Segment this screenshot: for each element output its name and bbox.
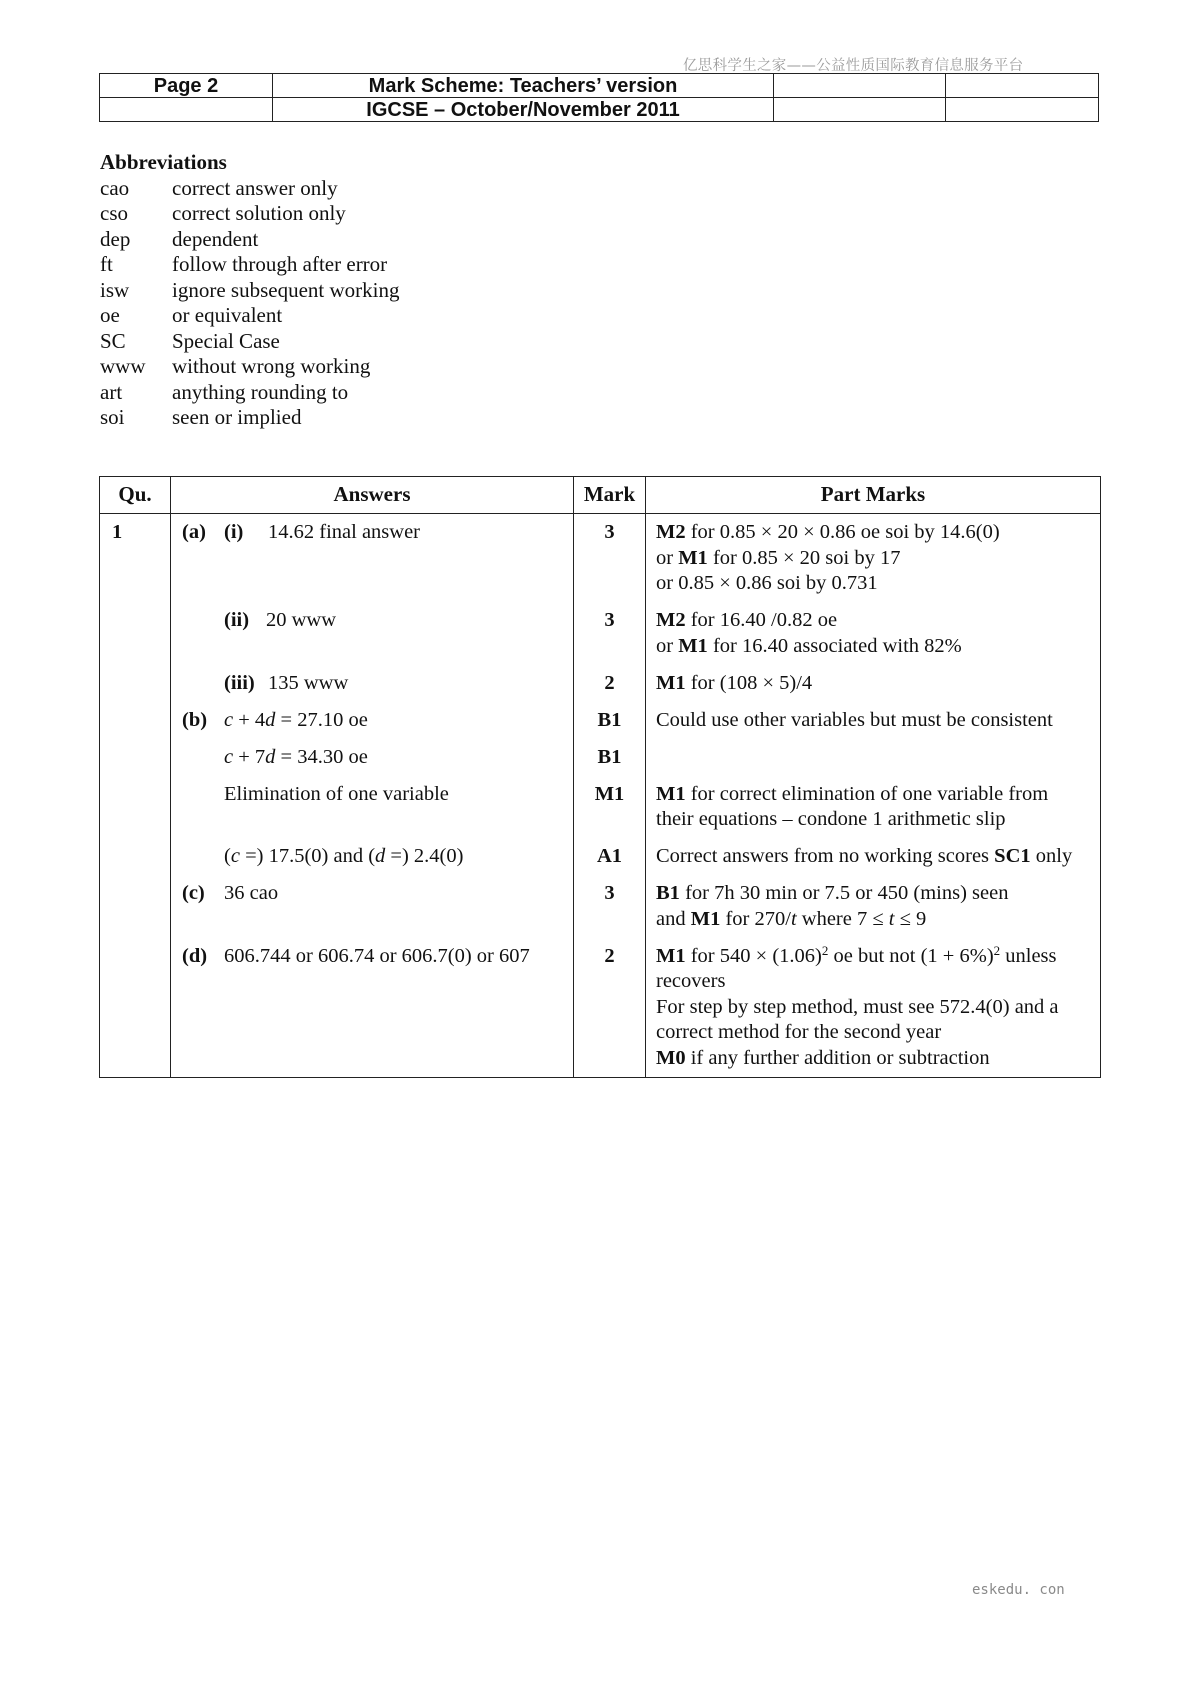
- abbreviation-meaning: correct answer only: [172, 175, 338, 200]
- header-empty-cell: [774, 74, 946, 98]
- column-header-qu: Qu.: [100, 477, 171, 514]
- part-marks-d: M1 for $540 \times (1.06)^2$ oe but not $(1 + 6\%)^2$ unless recovers For step by step method, must see 572.4(0) and a correct method for the second year M0 if any further addition or subtraction: [656, 942, 1059, 1069]
- header-empty-cell: [946, 74, 1099, 98]
- mark-c: 3: [604, 882, 615, 904]
- abbreviation-code: isw: [100, 277, 130, 302]
- answer-b-3: Elimination of one variable: [224, 782, 449, 805]
- mark-a-i: 3: [604, 521, 615, 543]
- abbreviations-list: [100, 176, 399, 431]
- part-marks-c: B1 for 7h 30 min or 7.5 or 450 (mins) seen and M1 for 270/t where 7 ≤ t ≤ 9: [656, 882, 1009, 930]
- mark-a-iii: 2: [604, 671, 615, 694]
- mark-b-4: A1: [596, 845, 623, 867]
- answer-c: (c) 36 cao: [182, 882, 279, 904]
- abbreviation-code: soi: [100, 405, 125, 429]
- abbreviation-meaning: or equivalent: [172, 303, 283, 327]
- question-number: 1: [112, 521, 123, 543]
- answer-b-2: c + 7d = 34.30 oe: [224, 745, 368, 768]
- answers-cell: [171, 514, 574, 1078]
- abbreviation-row: [100, 380, 399, 406]
- part-marks-a-i: M2 for 0.85 × 20 × 0.86 oe soi by 14.6(0) or M1 for 0.85 × 20 soi by 17 or 0.85 × 0.86 soi by 0.731: [656, 521, 1000, 594]
- mark-b-2: B1: [597, 745, 622, 768]
- abbreviations-section: [100, 150, 399, 431]
- page-number: Page 2: [100, 74, 273, 98]
- abbreviation-meaning: follow through after error: [172, 252, 388, 276]
- header-empty-cell: [774, 98, 946, 122]
- marks-cell: [574, 514, 646, 1078]
- part-marks-b-2: [656, 745, 1100, 771]
- abbreviation-meaning: without wrong working: [172, 354, 371, 378]
- abbreviation-code: www: [100, 354, 146, 378]
- part-marks-b-1: Could use other variables but must be consistent: [656, 708, 1053, 731]
- answer-b-4: (c =) 17.5(0) and (d =) 2.4(0): [224, 845, 464, 867]
- mark-a-ii: 3: [604, 609, 615, 631]
- mark-b-1: B1: [597, 708, 622, 731]
- abbreviation-code: dep: [100, 226, 131, 251]
- header-empty-cell: [100, 98, 273, 122]
- watermark-top: 亿思科学生之家——公益性质国际教育信息服务平台: [683, 58, 1024, 74]
- mark-b-3: M1: [594, 782, 625, 805]
- abbreviation-meaning: correct solution only: [172, 201, 346, 225]
- abbreviation-row: [100, 252, 399, 278]
- abbreviation-row: [100, 354, 399, 380]
- mark-scheme-table: [99, 476, 1101, 1078]
- mark-d: 2: [604, 944, 615, 967]
- abbreviation-row: [100, 329, 399, 355]
- abbreviation-meaning: dependent: [172, 226, 259, 251]
- watermark-bottom: eskedu. con: [972, 1582, 1065, 1598]
- abbreviation-row: [100, 405, 399, 431]
- page-header-table: [99, 73, 1099, 122]
- answer-a-i: (a) (i) 14.62 final answer: [182, 521, 420, 543]
- abbreviation-row: [100, 227, 399, 253]
- column-header-mark: Mark: [574, 477, 646, 514]
- abbreviation-meaning: ignore subsequent working: [172, 277, 400, 302]
- abbreviations-title: Abbreviations: [100, 150, 227, 174]
- answer-a-ii: (ii) 20 www: [224, 609, 337, 631]
- abbreviation-code: ft: [100, 252, 113, 276]
- abbreviation-row: [100, 303, 399, 329]
- abbreviation-code: oe: [100, 303, 120, 327]
- column-header-answers: Answers: [171, 477, 574, 514]
- part-marks-cell: [646, 514, 1101, 1078]
- abbreviation-code: cso: [100, 201, 128, 225]
- abbreviation-code: cao: [100, 175, 130, 200]
- abbreviation-row: [100, 278, 399, 304]
- abbreviation-meaning: anything rounding to: [172, 379, 349, 404]
- abbreviation-row: [100, 201, 399, 227]
- question-number-cell: [100, 514, 171, 1078]
- abbreviation-meaning: seen or implied: [172, 405, 302, 429]
- abbreviation-row: [100, 176, 399, 202]
- header-empty-cell: [946, 98, 1099, 122]
- abbreviation-meaning: Special Case: [172, 328, 280, 353]
- document-subtitle: IGCSE – October/November 2011: [273, 98, 774, 122]
- abbreviation-code: art: [100, 379, 123, 404]
- document-title: Mark Scheme: Teachers’ version: [273, 74, 774, 98]
- answer-a-iii: (iii) 135 www: [224, 671, 349, 694]
- part-marks-b-4: Correct answers from no working scores SC1 only: [656, 845, 1073, 867]
- part-marks-b-3: M1 for correct elimination of one variable from their equations – condone 1 arithmetic slip: [656, 782, 1049, 830]
- part-marks-a-iii: M1 for (108 × 5)/4: [656, 671, 813, 694]
- part-marks-a-ii: M2 for 16.40 /0.82 oe or M1 for 16.40 associated with 82%: [656, 609, 962, 657]
- abbreviation-code: SC: [100, 328, 126, 353]
- column-header-part-marks: Part Marks: [646, 477, 1101, 514]
- answer-b-1: (b) c + 4d = 27.10 oe: [182, 708, 368, 731]
- answer-d: (d) 606.744 or 606.74 or 606.7(0) or 607: [182, 944, 530, 967]
